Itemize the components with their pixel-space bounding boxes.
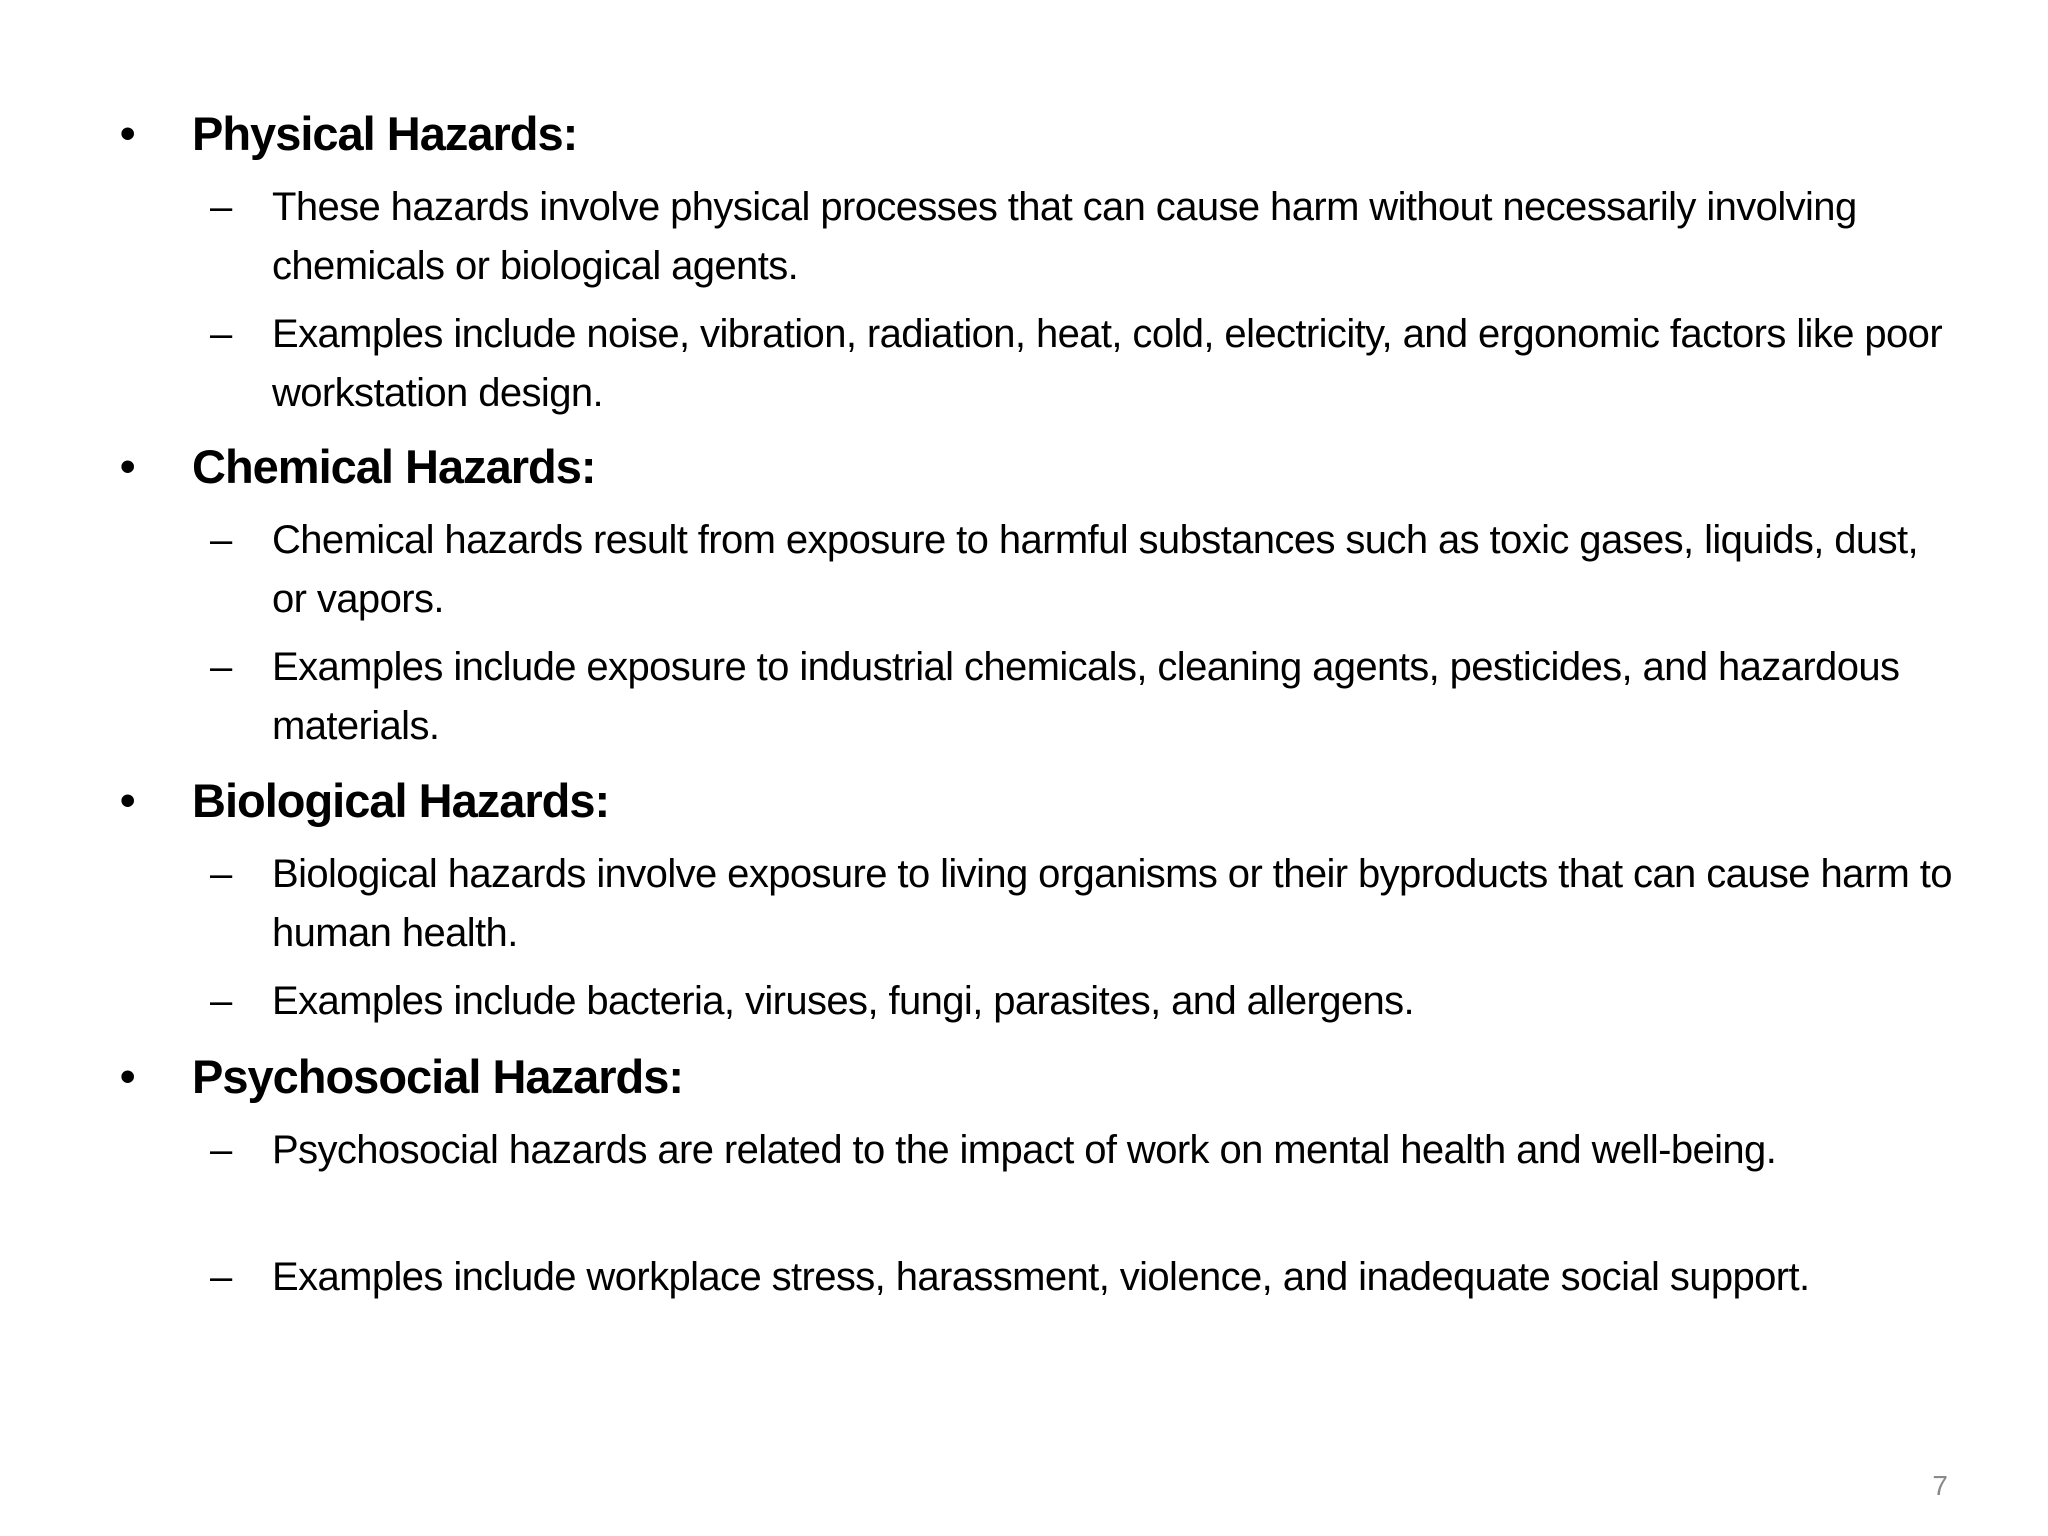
- sub-point-text: Chemical hazards result from exposure to harmful substances such as toxic gases, liquids, dust, or vapors.: [272, 518, 1919, 621]
- bullet-icon: •: [120, 442, 136, 491]
- dash-icon: –: [210, 645, 233, 689]
- section-heading: Psychosocial Hazards:: [192, 1050, 683, 1103]
- section-heading: Physical Hazards:: [192, 107, 578, 160]
- sub-point-text: Examples include noise, vibration, radiation, heat, cold, electricity, and ergonomic factors like poor workstation design.: [272, 312, 1943, 415]
- dash-icon: –: [210, 979, 233, 1023]
- section-heading: Biological Hazards:: [192, 774, 610, 827]
- dash-icon: –: [210, 1128, 233, 1172]
- dash-icon: –: [210, 1255, 233, 1299]
- sub-point-text: Psychosocial hazards are related to the impact of work on mental health and well-being.: [272, 1128, 1777, 1172]
- sub-point-text: Examples include workplace stress, harassment, violence, and inadequate social support.: [272, 1255, 1810, 1299]
- dash-icon: –: [210, 852, 233, 896]
- page-number: 7: [1932, 1470, 1948, 1501]
- sub-point-text: Biological hazards involve exposure to living organisms or their byproducts that can cause harm to human health.: [272, 852, 1952, 955]
- sub-point-text: Examples include exposure to industrial chemicals, cleaning agents, pesticides, and hazardous materials.: [272, 645, 1900, 748]
- sub-point-text: These hazards involve physical processes that can cause harm without necessarily involving chemicals or biological agents.: [272, 185, 1857, 288]
- dash-icon: –: [210, 518, 233, 562]
- dash-icon: –: [210, 185, 233, 229]
- section-heading: Chemical Hazards:: [192, 440, 596, 493]
- dash-icon: –: [210, 312, 233, 356]
- bullet-icon: •: [120, 776, 136, 825]
- sub-point-text: Examples include bacteria, viruses, fungi, parasites, and allergens.: [272, 979, 1415, 1023]
- bullet-icon: •: [120, 109, 136, 158]
- bullet-icon: •: [120, 1052, 136, 1101]
